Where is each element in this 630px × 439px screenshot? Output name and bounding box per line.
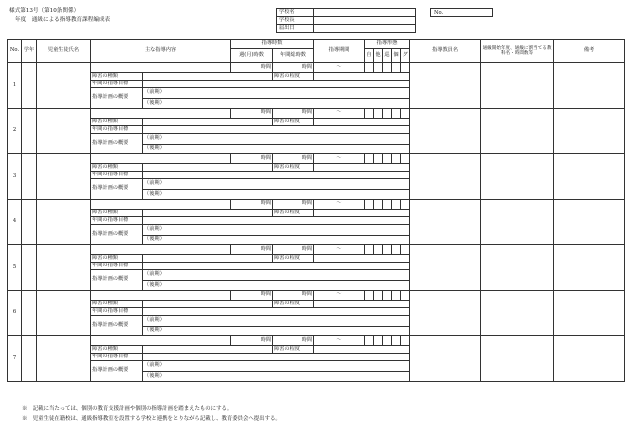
first-half-plan-cell[interactable] [143, 179, 410, 190]
first-half-label: （前期） [144, 89, 165, 96]
first-half-plan-cell[interactable] [143, 133, 410, 144]
first-half-label: （前期） [144, 225, 165, 232]
plan-outline-label: 指導計画の概要 [91, 315, 143, 336]
second-half-label: （後期） [144, 327, 165, 334]
submission-date-label: 届出日 [277, 25, 314, 33]
entry-content-cell[interactable] [91, 154, 231, 164]
entry-student-name-cell[interactable] [37, 290, 91, 336]
second-half-plan-cell[interactable] [143, 99, 410, 109]
disability-type-label: 障害の種類 [91, 118, 143, 126]
first-half-label: （前期） [144, 180, 165, 187]
disability-degree-label: 障害の程度 [273, 255, 314, 263]
entry-period-cell[interactable] [314, 154, 365, 164]
header-hours-group: 指導時数 [231, 40, 314, 49]
disability-type-value[interactable] [143, 255, 273, 263]
disability-degree-label: 障害の程度 [273, 118, 314, 126]
entry-student-name-cell[interactable] [37, 108, 91, 154]
entry-subjects-cell[interactable] [481, 108, 554, 154]
second-half-plan-cell[interactable] [143, 144, 410, 154]
header-form-individual: 個 [392, 49, 401, 63]
entry-remarks-cell[interactable] [554, 245, 625, 291]
plan-outline-label: 指導計画の概要 [91, 224, 143, 245]
annual-goal-value[interactable] [143, 308, 410, 316]
annual-goal-value[interactable] [143, 171, 410, 179]
annual-goal-value[interactable] [143, 126, 410, 134]
disability-degree-value[interactable] [314, 255, 410, 263]
school-info-table [276, 8, 416, 33]
hours-unit-label: 時間 [301, 336, 313, 343]
entry-teacher-cell[interactable] [410, 290, 481, 336]
principal-field[interactable] [314, 17, 416, 25]
form-other-cell[interactable] [374, 63, 383, 73]
form-self-cell[interactable] [365, 63, 374, 73]
disability-type-label: 障害の種類 [91, 164, 143, 172]
entry-teacher-cell[interactable] [410, 336, 481, 382]
entry-yearly-hours-cell[interactable] [273, 108, 314, 118]
header-teacher: 指導教員名 [410, 40, 481, 63]
hours-unit-label: 時間 [301, 291, 313, 298]
form-group-cell[interactable] [401, 154, 410, 164]
entry-no: 4 [8, 199, 22, 245]
form-individual-cell[interactable] [392, 245, 401, 255]
form-individual-cell[interactable] [392, 63, 401, 73]
entry-remarks-cell[interactable] [554, 108, 625, 154]
form-other-cell[interactable] [374, 199, 383, 209]
second-half-plan-cell[interactable] [143, 281, 410, 291]
annual-goal-value[interactable] [143, 353, 410, 361]
disability-degree-label: 障害の程度 [273, 73, 314, 81]
header-grade: 学年 [22, 40, 37, 63]
second-half-label: （後期） [144, 190, 165, 197]
entry-content-cell[interactable] [91, 336, 231, 346]
hours-unit-label: 時間 [260, 200, 272, 207]
hours-unit-label: 時間 [301, 63, 313, 70]
hours-unit-label: 時間 [301, 109, 313, 116]
form-group-cell[interactable] [401, 290, 410, 300]
entry-student-name-cell[interactable] [37, 63, 91, 109]
second-half-plan-cell[interactable] [143, 235, 410, 245]
period-separator: ～ [336, 245, 342, 252]
disability-degree-value[interactable] [314, 164, 410, 172]
disability-type-value[interactable] [143, 346, 273, 354]
second-half-label: （後期） [144, 281, 165, 288]
form-other-cell[interactable] [374, 108, 383, 118]
form-itinerant-cell[interactable] [383, 108, 392, 118]
disability-degree-value[interactable] [314, 118, 410, 126]
form-group-cell[interactable] [401, 336, 410, 346]
form-id: 様式第13号（第10条関係） [9, 8, 80, 14]
header-form-other: 他 [374, 49, 383, 63]
period-separator: ～ [336, 63, 342, 70]
disability-type-label: 障害の種類 [91, 209, 143, 217]
annual-goal-value[interactable] [143, 80, 410, 88]
entry-student-name-cell[interactable] [37, 154, 91, 200]
form-self-cell[interactable] [365, 245, 374, 255]
entry-no: 1 [8, 63, 22, 109]
disability-type-value[interactable] [143, 73, 273, 81]
hours-unit-label: 時間 [301, 200, 313, 207]
plan-outline-label: 指導計画の概要 [91, 179, 143, 200]
period-separator: ～ [336, 200, 342, 207]
header-no: No. [8, 40, 22, 63]
entry-no: 2 [8, 108, 22, 154]
form-itinerant-cell[interactable] [383, 154, 392, 164]
disability-degree-label: 障害の程度 [273, 209, 314, 217]
header-main-content: 主な指導内容 [91, 40, 231, 63]
header-remarks: 備考 [554, 40, 625, 63]
entry-student-name-cell[interactable] [37, 336, 91, 382]
entry-row [8, 154, 625, 164]
entry-row [8, 108, 625, 118]
entry-weekly-hours-cell[interactable] [231, 199, 273, 209]
entry-no: 6 [8, 290, 22, 336]
annual-goal-label: 年間の指導目標 [91, 171, 143, 179]
entry-remarks-cell[interactable] [554, 154, 625, 200]
entry-teacher-cell[interactable] [410, 199, 481, 245]
disability-type-value[interactable] [143, 209, 273, 217]
annual-goal-label: 年間の指導目標 [91, 80, 143, 88]
form-self-cell[interactable] [365, 199, 374, 209]
annual-goal-label: 年間の指導目標 [91, 353, 143, 361]
entry-content-cell[interactable] [91, 290, 231, 300]
entry-weekly-hours-cell[interactable] [231, 63, 273, 73]
entry-period-cell[interactable] [314, 290, 365, 300]
entry-period-cell[interactable] [314, 245, 365, 255]
hours-unit-label: 時間 [260, 245, 272, 252]
entry-weekly-hours-cell[interactable] [231, 154, 273, 164]
first-half-plan-cell[interactable] [143, 88, 410, 99]
form-group-cell[interactable] [401, 63, 410, 73]
entry-yearly-hours-cell[interactable] [273, 245, 314, 255]
hours-unit-label: 時間 [260, 63, 272, 70]
entry-remarks-cell[interactable] [554, 199, 625, 245]
first-half-label: （前期） [144, 134, 165, 141]
disability-type-value[interactable] [143, 300, 273, 308]
entry-content-cell[interactable] [91, 63, 231, 73]
entry-subjects-cell[interactable] [481, 63, 554, 109]
hours-unit-label: 時間 [260, 109, 272, 116]
entry-teacher-cell[interactable] [410, 63, 481, 109]
hours-unit-label: 時間 [260, 336, 272, 343]
entry-period-cell[interactable] [314, 63, 365, 73]
entry-teacher-cell[interactable] [410, 108, 481, 154]
second-half-plan-cell[interactable] [143, 190, 410, 200]
entry-period-cell[interactable] [314, 199, 365, 209]
plan-outline-label: 指導計画の概要 [91, 88, 143, 109]
first-half-plan-cell[interactable] [143, 224, 410, 235]
entry-grade-cell[interactable] [22, 290, 37, 336]
school-name-label: 学校名 [277, 9, 314, 17]
entry-content-cell[interactable] [91, 108, 231, 118]
entry-yearly-hours-cell[interactable] [273, 154, 314, 164]
entry-grade-cell[interactable] [22, 336, 37, 382]
entry-subjects-cell[interactable] [481, 154, 554, 200]
form-other-cell[interactable] [374, 245, 383, 255]
entry-teacher-cell[interactable] [410, 245, 481, 291]
disability-degree-value[interactable] [314, 209, 410, 217]
entry-grade-cell[interactable] [22, 245, 37, 291]
form-title: 年度 通級による指導教育課程編成表 [15, 17, 111, 23]
entry-grade-cell[interactable] [22, 199, 37, 245]
entry-remarks-cell[interactable] [554, 336, 625, 382]
second-half-label: （後期） [144, 99, 165, 106]
disability-degree-label: 障害の程度 [273, 164, 314, 172]
entry-student-name-cell[interactable] [37, 245, 91, 291]
document-number-field[interactable]: No. [430, 8, 493, 17]
entry-subjects-cell[interactable] [481, 290, 554, 336]
entry-student-name-cell[interactable] [37, 199, 91, 245]
form-group-cell[interactable] [401, 108, 410, 118]
notes [22, 407, 281, 428]
form-self-cell[interactable] [365, 154, 374, 164]
form-other-cell[interactable] [374, 154, 383, 164]
plan-outline-label: 指導計画の概要 [91, 270, 143, 291]
first-half-plan-cell[interactable] [143, 270, 410, 281]
annual-goal-value[interactable] [143, 217, 410, 225]
entry-weekly-hours-cell[interactable] [231, 108, 273, 118]
header-form-self: 自 [365, 49, 374, 63]
entry-teacher-cell[interactable] [410, 154, 481, 200]
entry-content-cell[interactable] [91, 199, 231, 209]
second-half-plan-cell[interactable] [143, 372, 410, 382]
first-half-plan-cell[interactable] [143, 315, 410, 326]
entry-weekly-hours-cell[interactable] [231, 245, 273, 255]
period-separator: ～ [336, 109, 342, 116]
entry-remarks-cell[interactable] [554, 63, 625, 109]
form-itinerant-cell[interactable] [383, 290, 392, 300]
header-student-name: 児童生徒氏名 [37, 40, 91, 63]
form-self-cell[interactable] [365, 336, 374, 346]
hours-unit-label: 時間 [301, 154, 313, 161]
entry-grade-cell[interactable] [22, 154, 37, 200]
second-half-label: （後期） [144, 372, 165, 379]
second-half-label: （後期） [144, 236, 165, 243]
header-weekly-hours: 週(月)時数 [231, 49, 273, 63]
second-half-plan-cell[interactable] [143, 326, 410, 336]
form-itinerant-cell[interactable] [383, 63, 392, 73]
entry-row [8, 290, 625, 300]
entry-period-cell[interactable] [314, 108, 365, 118]
entry-weekly-hours-cell[interactable] [231, 336, 273, 346]
note-1: ※ 記載に当たっては、個別の教育支援計画や個別の指導計画を踏まえたものにする。 [22, 406, 233, 412]
disability-type-value[interactable] [143, 164, 273, 172]
annual-goal-label: 年間の指導目標 [91, 262, 143, 270]
first-half-label: （前期） [144, 271, 165, 278]
form-group-cell[interactable] [401, 199, 410, 209]
header-period: 指導期間 [314, 40, 365, 63]
entry-row [8, 245, 625, 255]
entry-grade-cell[interactable] [22, 108, 37, 154]
entry-content-cell[interactable] [91, 245, 231, 255]
disability-type-label: 障害の種類 [91, 73, 143, 81]
form-individual-cell[interactable] [392, 154, 401, 164]
form-individual-cell[interactable] [392, 199, 401, 209]
disability-degree-value[interactable] [314, 300, 410, 308]
entry-no: 3 [8, 154, 22, 200]
form-itinerant-cell[interactable] [383, 336, 392, 346]
hours-unit-label: 時間 [301, 245, 313, 252]
header-form-group: グ [401, 49, 410, 63]
period-separator: ～ [336, 336, 342, 343]
entry-no: 5 [8, 245, 22, 291]
entry-yearly-hours-cell[interactable] [273, 199, 314, 209]
form-other-cell[interactable] [374, 336, 383, 346]
entry-subjects-cell[interactable] [481, 199, 554, 245]
form-individual-cell[interactable] [392, 108, 401, 118]
first-half-plan-cell[interactable] [143, 361, 410, 372]
first-half-label: （前期） [144, 362, 165, 369]
header-subjects: 通級開始年度、通級に割当てる教科名・時間数等 [481, 40, 554, 63]
entry-subjects-cell[interactable] [481, 245, 554, 291]
entry-weekly-hours-cell[interactable] [231, 290, 273, 300]
annual-goal-label: 年間の指導目標 [91, 308, 143, 316]
form-group-cell[interactable] [401, 245, 410, 255]
entry-no: 7 [8, 336, 22, 382]
annual-goal-label: 年間の指導目標 [91, 126, 143, 134]
plan-outline-label: 指導計画の概要 [91, 133, 143, 154]
principal-label: 学校長 [277, 17, 314, 25]
disability-degree-label: 障害の程度 [273, 346, 314, 354]
period-separator: ～ [336, 154, 342, 161]
disability-type-value[interactable] [143, 118, 273, 126]
plan-outline-label: 指導計画の概要 [91, 361, 143, 382]
annual-goal-label: 年間の指導目標 [91, 217, 143, 225]
form-self-cell[interactable] [365, 290, 374, 300]
form-other-cell[interactable] [374, 290, 383, 300]
header-form-itinerant: 巡 [383, 49, 392, 63]
header-form-group: 指導形態 [365, 40, 410, 49]
entry-grade-cell[interactable] [22, 63, 37, 109]
disability-type-label: 障害の種類 [91, 300, 143, 308]
curriculum-table [7, 39, 625, 382]
form-self-cell[interactable] [365, 108, 374, 118]
entry-yearly-hours-cell[interactable] [273, 336, 314, 346]
disability-degree-label: 障害の程度 [273, 300, 314, 308]
form-itinerant-cell[interactable] [383, 245, 392, 255]
disability-degree-value[interactable] [314, 73, 410, 81]
entry-row [8, 336, 625, 346]
first-half-label: （前期） [144, 316, 165, 323]
entry-yearly-hours-cell[interactable] [273, 63, 314, 73]
disability-type-label: 障害の種類 [91, 346, 143, 354]
note-2: ※ 児童生徒在籍校は、通級指導教室を設置する学校と連携をとりながら記載し、教育委員会へ提出する。 [22, 416, 281, 423]
second-half-label: （後期） [144, 145, 165, 152]
form-itinerant-cell[interactable] [383, 199, 392, 209]
header-yearly-hours: 年間総時数 [273, 49, 314, 63]
annual-goal-value[interactable] [143, 262, 410, 270]
entry-remarks-cell[interactable] [554, 290, 625, 336]
period-separator: ～ [336, 291, 342, 298]
entry-row [8, 63, 625, 73]
entry-row [8, 199, 625, 209]
hours-unit-label: 時間 [260, 291, 272, 298]
hours-unit-label: 時間 [260, 154, 272, 161]
disability-type-label: 障害の種類 [91, 255, 143, 263]
form-individual-cell[interactable] [392, 290, 401, 300]
entry-period-cell[interactable] [314, 336, 365, 346]
form-individual-cell[interactable] [392, 336, 401, 346]
submission-date-field[interactable] [314, 25, 416, 33]
entry-yearly-hours-cell[interactable] [273, 290, 314, 300]
disability-degree-value[interactable] [314, 346, 410, 354]
school-name-field[interactable] [314, 9, 416, 17]
entry-subjects-cell[interactable] [481, 336, 554, 382]
